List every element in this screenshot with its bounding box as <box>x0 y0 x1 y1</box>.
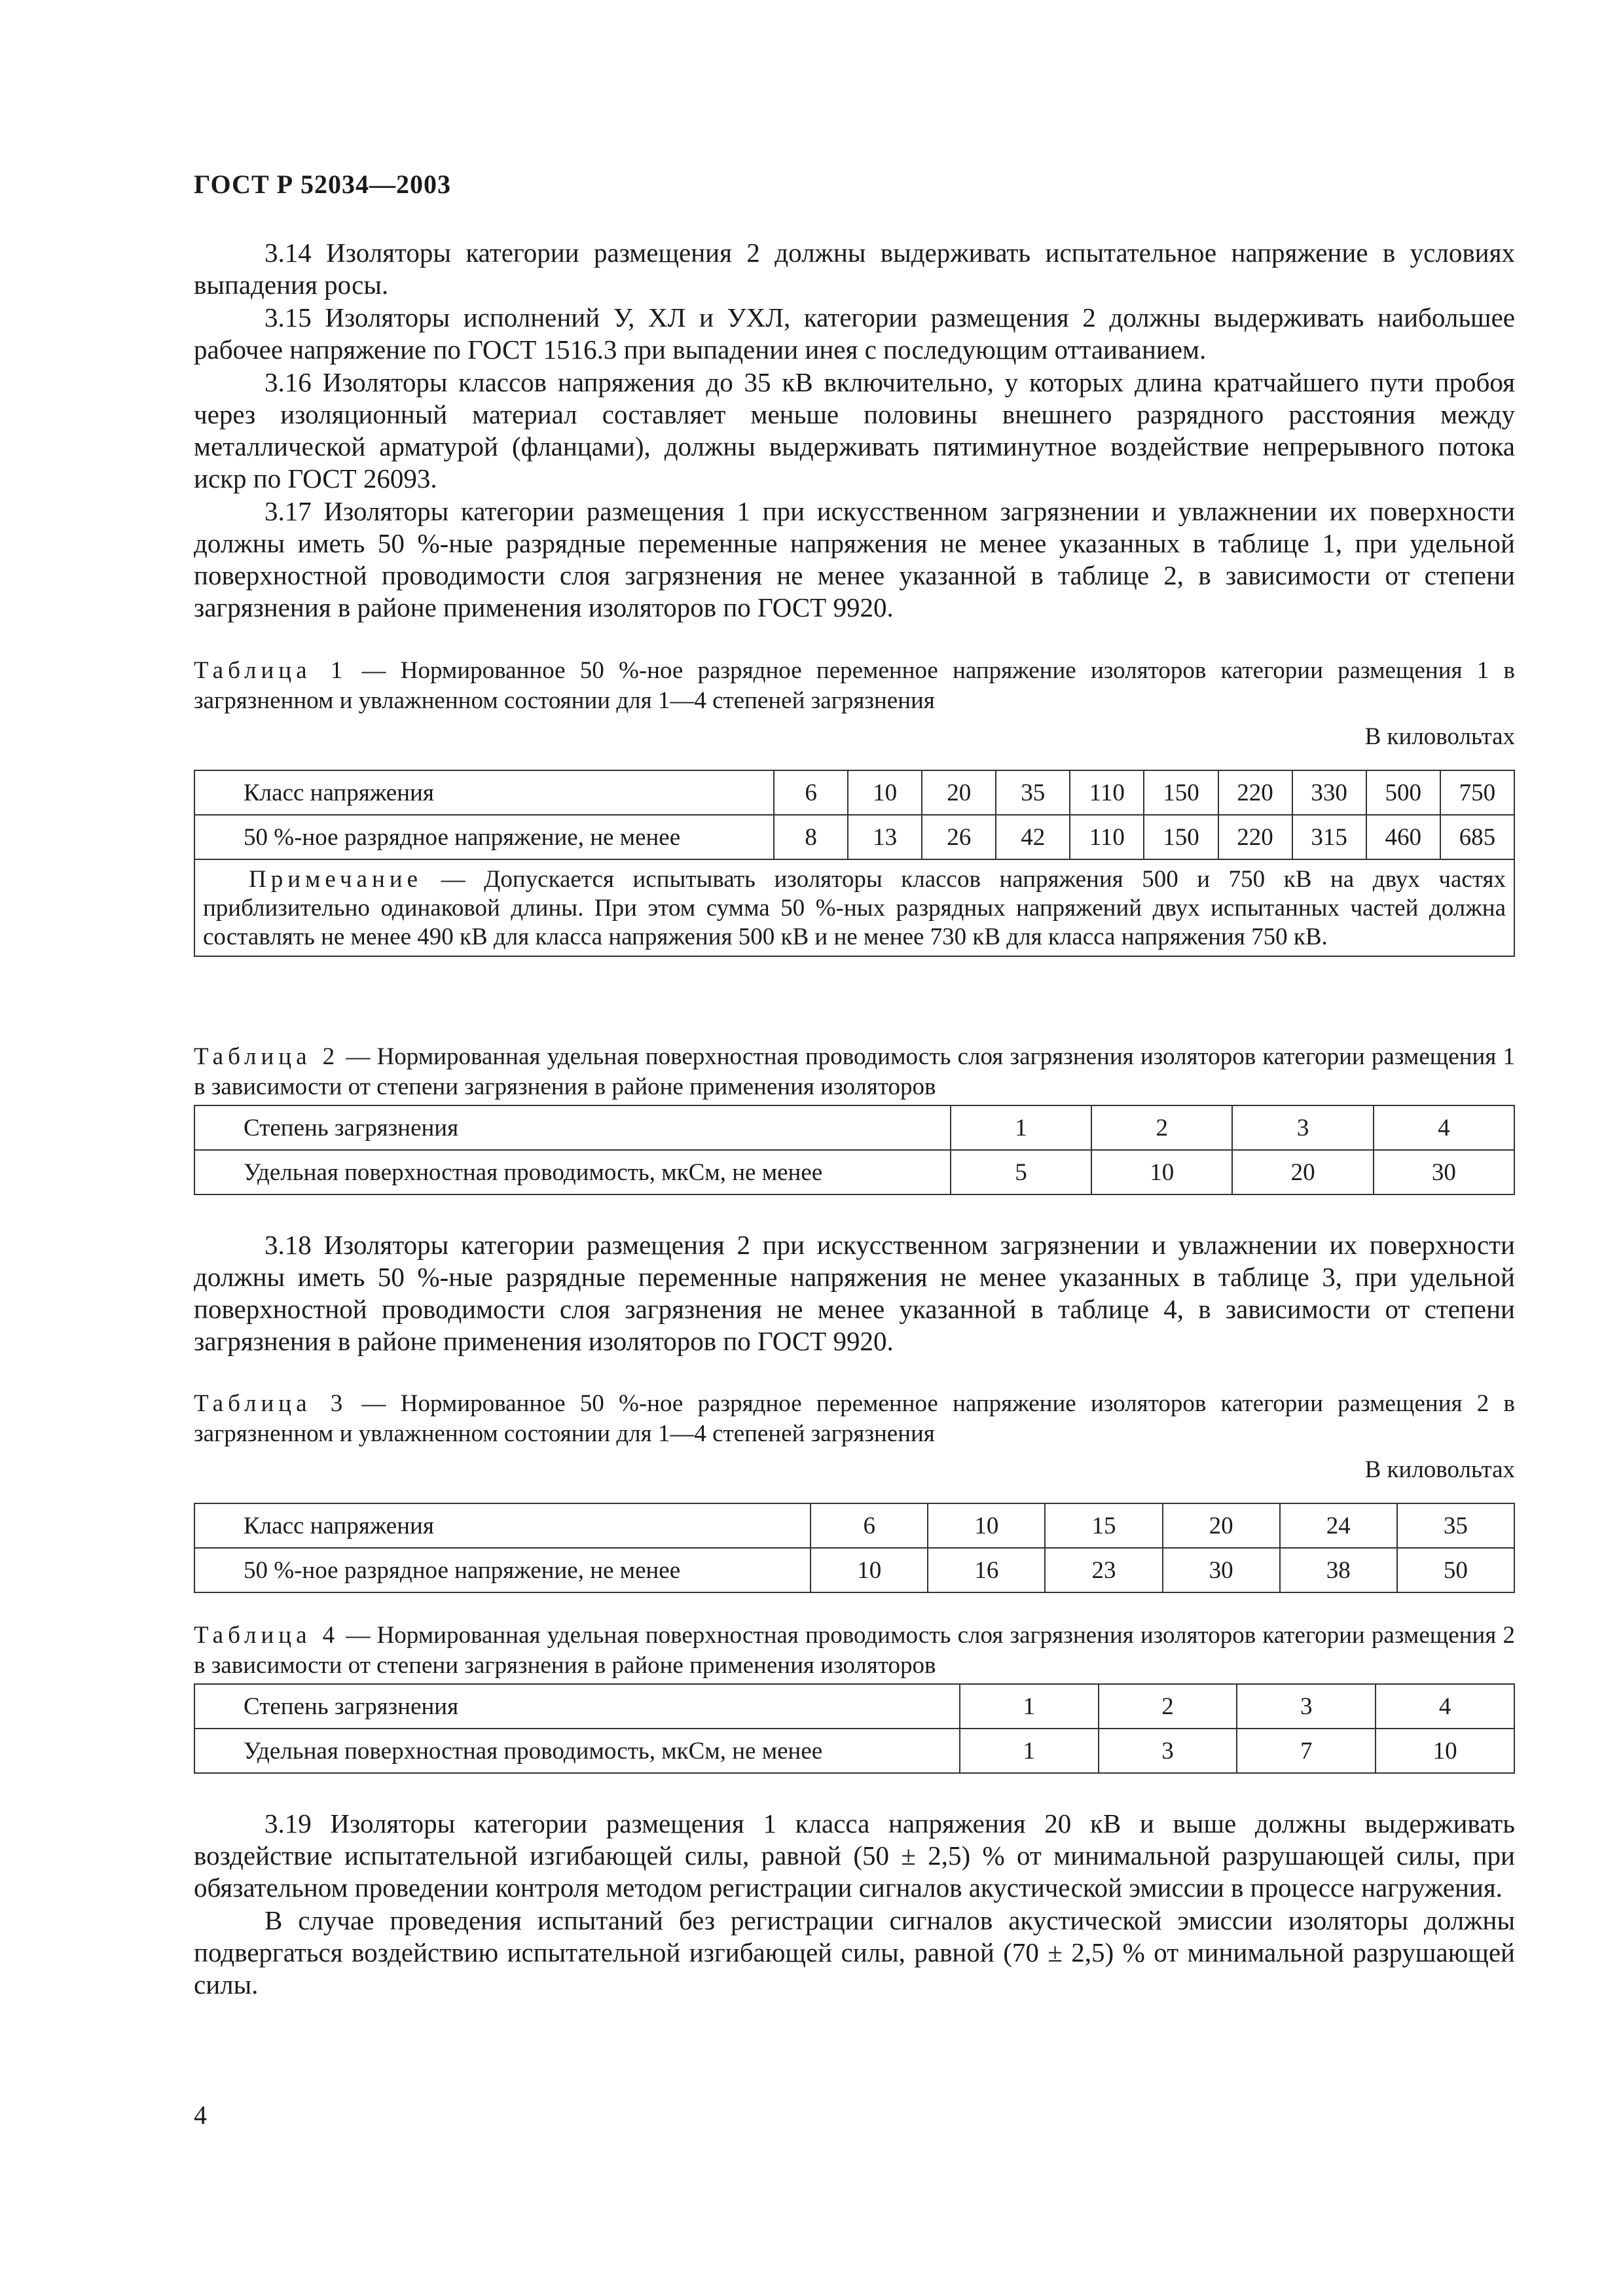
table4-row-conductivity <box>194 1729 1514 1773</box>
table1-cell: 220 <box>1218 770 1292 815</box>
table1-cell: 13 <box>848 815 922 859</box>
table1-cell: 26 <box>922 815 996 859</box>
table1-cell: 150 <box>1144 815 1218 859</box>
table2-row-conductivity <box>194 1150 1514 1194</box>
table3-caption-word: Таблица 3 <box>194 1390 348 1417</box>
table3-cell: 23 <box>1045 1548 1162 1592</box>
clause-3-17: 3.17 Изоляторы категории размещения 1 при искусственном загрязнении и увлажнении их поверхности должны иметь 50 %-ные разрядные переменные напряжения не менее указанных в таблице 1, при удельной поверхностной проводимости слоя загрязнения не менее указанной в таблице 2, в зависимости от степени загрязнения в районе применения изоляторов по ГОСТ 9920. <box>194 496 1515 622</box>
table3-cell: 50 <box>1397 1548 1514 1592</box>
table3-caption-text: — Нормированное 50 %-ное разрядное переменное напряжение изоляторов категории размещения 2 в загрязненном и увлажненном состоянии для 1—4 степеней загрязнения <box>194 1390 1515 1447</box>
table1-caption <box>194 656 1515 716</box>
table1-cell: 110 <box>1070 815 1144 859</box>
table2-row2-label: Удельная поверхностная проводимость, мкСм, не менее <box>194 1150 951 1194</box>
table4-caption-word: Таблица 4 <box>194 1622 340 1649</box>
clause-3-14: 3.14 Изоляторы категории размещения 2 должны выдерживать испытательное напряжение в условиях выпадения росы. <box>194 238 1515 300</box>
table2-cell: 1 <box>951 1105 1091 1150</box>
table2-cell: 30 <box>1374 1150 1514 1194</box>
table4-cell: 4 <box>1376 1684 1514 1729</box>
table2-cell: 2 <box>1091 1105 1232 1150</box>
table1-cell: 10 <box>848 770 922 815</box>
table3-row-voltage-class <box>194 1503 1514 1548</box>
table1-unit: В киловольтах <box>1364 723 1515 750</box>
table4-cell: 3 <box>1099 1729 1237 1773</box>
document-header: ГОСТ Р 52034—2003 <box>194 170 452 199</box>
table3-cell: 20 <box>1163 1503 1280 1548</box>
table2 <box>194 1105 1515 1195</box>
table4-row2-label: Удельная поверхностная проводимость, мкСм, не менее <box>194 1729 960 1773</box>
table1-cell: 685 <box>1440 815 1514 859</box>
table4 <box>194 1683 1515 1774</box>
table4-row-pollution-degree <box>194 1684 1514 1729</box>
table1-note-text: — Допускается испытывать изоляторы классов напряжения 500 и 750 кВ на двух частях приблизительно одинаковой длины. При этом сумма 50 %-ных разрядных напряжений двух испытанных частей должна составлять не менее 490 кВ для класса напряжения 500 кВ и не менее 730 кВ для класса напряжения 750 кВ. <box>203 866 1506 950</box>
table4-cell: 1 <box>960 1684 1099 1729</box>
table4-cell: 2 <box>1099 1684 1237 1729</box>
table3-cell: 10 <box>928 1503 1045 1548</box>
table1-cell: 500 <box>1366 770 1440 815</box>
table2-caption <box>194 1042 1515 1102</box>
clause-3-15: 3.15 Изоляторы исполнений У, ХЛ и УХЛ, категории размещения 2 должны выдерживать наибольшее рабочее напряжение по ГОСТ 1516.3 при выпадении инея с последующим оттаиванием. <box>194 302 1515 365</box>
page-number: 4 <box>194 2100 207 2130</box>
table1-note-word: Примечание <box>249 866 422 893</box>
table1-note <box>194 859 1514 956</box>
table1-cell: 110 <box>1070 770 1144 815</box>
table1-cell: 35 <box>996 770 1070 815</box>
table2-cell: 3 <box>1232 1105 1373 1150</box>
table2-row1-label: Степень загрязнения <box>194 1105 951 1150</box>
clause-3-19-continuation: В случае проведения испытаний без регистрации сигналов акустической эмиссии изоляторы должны подвергаться воздействию испытательной изгибающей силы, равной (70 ± 2,5) % от минимальной разрушающей силы. <box>194 1905 1515 2000</box>
table3-row1-label: Класс напряжения <box>194 1503 811 1548</box>
table1-cell: 6 <box>774 770 848 815</box>
table1-cell: 750 <box>1440 770 1514 815</box>
table1-caption-word: Таблица 1 <box>194 657 348 684</box>
table1-row2-label: 50 %-ное разрядное напряжение, не менее <box>194 815 774 859</box>
table2-cell: 4 <box>1374 1105 1514 1150</box>
table3-cell: 6 <box>811 1503 928 1548</box>
table4-cell: 3 <box>1237 1684 1376 1729</box>
table4-cell: 1 <box>960 1729 1099 1773</box>
table1-cell: 8 <box>774 815 848 859</box>
table4-cell: 7 <box>1237 1729 1376 1773</box>
table3-row-discharge-voltage <box>194 1548 1514 1592</box>
table3-row2-label: 50 %-ное разрядное напряжение, не менее <box>194 1548 811 1592</box>
table3-cell: 30 <box>1163 1548 1280 1592</box>
clause-3-19: 3.19 Изоляторы категории размещения 1 класса напряжения 20 кВ и выше должны выдерживать воздействие испытательной изгибающей силы, равной (50 ± 2,5) % от минимальной разрушающей силы, при обязательном проведении контроля методом регистрации сигналов акустической эмиссии в процессе нагружения. <box>194 1808 1515 1903</box>
table2-cell: 10 <box>1091 1150 1232 1194</box>
table3-cell: 38 <box>1280 1548 1397 1592</box>
clause-3-16: 3.16 Изоляторы классов напряжения до 35 кВ включительно, у которых длина кратчайшего пути пробоя через изоляционный материал составляет меньше половины внешнего разрядного расстояния между металлической арматурой (фланцами), должны выдерживать пятиминутное воздействие непрерывного потока искр по ГОСТ 26093. <box>194 367 1515 493</box>
table1-row-discharge-voltage <box>194 815 1514 859</box>
table2-caption-word: Таблица 2 <box>194 1043 340 1070</box>
table1-cell: 20 <box>922 770 996 815</box>
table3-cell: 16 <box>928 1548 1045 1592</box>
table1-cell: 220 <box>1218 815 1292 859</box>
table1-row1-label: Класс напряжения <box>194 770 774 815</box>
table3 <box>194 1503 1515 1593</box>
table2-cell: 20 <box>1232 1150 1373 1194</box>
table2-caption-text: — Нормированная удельная поверхностная проводимость слоя загрязнения изоляторов категории размещения 1 в зависимости от степени загрязнения в районе применения изоляторов <box>194 1043 1515 1100</box>
table4-row1-label: Степень загрязнения <box>194 1684 960 1729</box>
table1-caption-text: — Нормированное 50 %-ное разрядное переменное напряжение изоляторов категории размещения 1 в загрязненном и увлажненном состоянии для 1—4 степеней загрязнения <box>194 657 1515 714</box>
table1-cell: 150 <box>1144 770 1218 815</box>
table4-cell: 10 <box>1376 1729 1514 1773</box>
table4-caption-text: — Нормированная удельная поверхностная проводимость слоя загрязнения изоляторов категории размещения 2 в зависимости от степени загрязнения в районе применения изоляторов <box>194 1622 1515 1679</box>
table3-cell: 24 <box>1280 1503 1397 1548</box>
table1 <box>194 770 1515 957</box>
table3-caption <box>194 1389 1515 1449</box>
clauses-3-14-to-3-17 <box>194 237 1515 624</box>
table3-cell: 35 <box>1397 1503 1514 1548</box>
table2-cell: 5 <box>951 1150 1091 1194</box>
clause-3-19-block <box>194 1808 1515 2001</box>
table1-cell: 42 <box>996 815 1070 859</box>
table1-row-note <box>194 859 1514 956</box>
table2-row-pollution-degree <box>194 1105 1514 1150</box>
table1-cell: 315 <box>1292 815 1366 859</box>
table1-cell: 330 <box>1292 770 1366 815</box>
table3-cell: 15 <box>1045 1503 1162 1548</box>
clause-3-18-block <box>194 1229 1515 1358</box>
clause-3-18: 3.18 Изоляторы категории размещения 2 при искусственном загрязнении и увлажнении их поверхности должны иметь 50 %-ные разрядные переменные напряжения не менее указанных в таблице 3, при удельной поверхностной проводимости слоя загрязнения не менее указанной в таблице 4, в зависимости от степени загрязнения в районе применения изоляторов по ГОСТ 9920. <box>194 1230 1515 1356</box>
table1-row-voltage-class <box>194 770 1514 815</box>
table3-cell: 10 <box>811 1548 928 1592</box>
table4-caption <box>194 1621 1515 1681</box>
table3-unit: В киловольтах <box>1364 1456 1515 1483</box>
table1-cell: 460 <box>1366 815 1440 859</box>
